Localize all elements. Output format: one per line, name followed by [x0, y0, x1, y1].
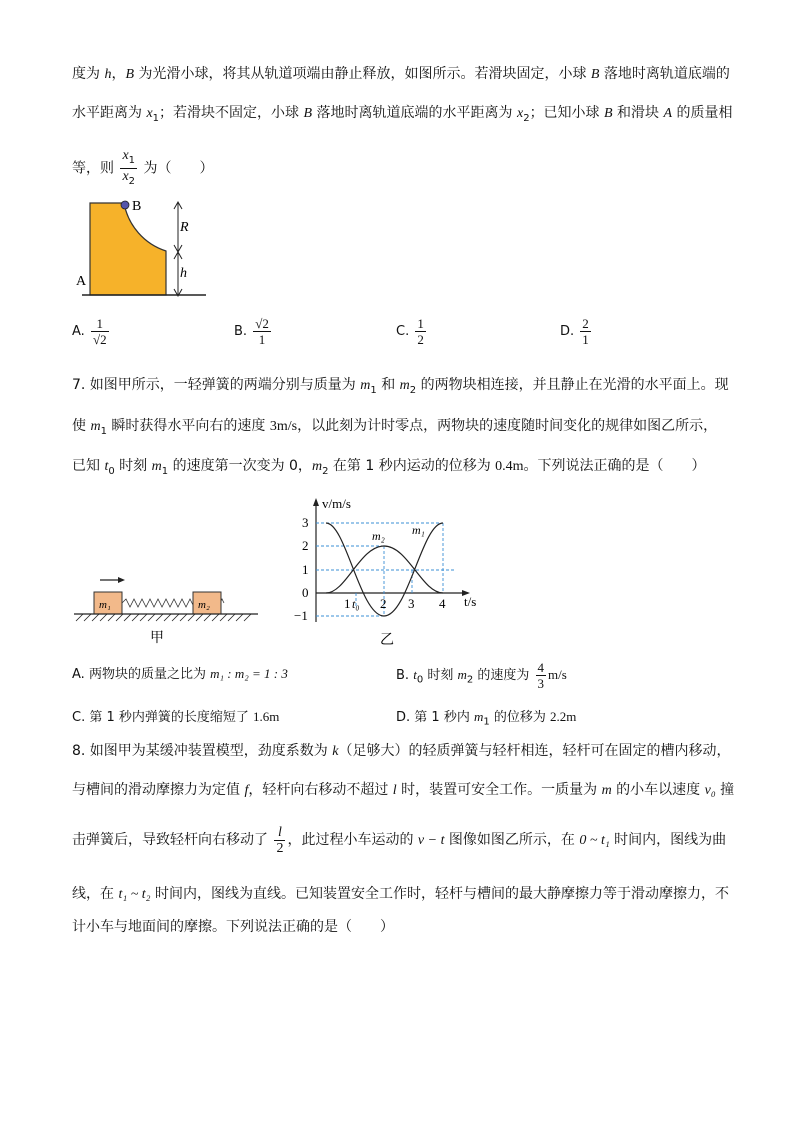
label-a: A	[76, 274, 87, 289]
ytick-3: 3	[302, 515, 309, 530]
ytick-0: 0	[302, 585, 309, 600]
q6-line-3: 等，则 $\frac{x_1}{x_2}$ 为（ ）	[72, 148, 214, 187]
q7-figure-yi	[290, 492, 490, 652]
curve-label-m1: m₁	[412, 523, 425, 537]
q8-line-1: 8. 如图甲为某缓冲装置模型，劲度系数为 k（足够大）的轻质弹簧与轻杆相连，轻杆可在固定的槽内移动，	[72, 743, 731, 759]
caption-yi: 乙	[380, 633, 394, 648]
q7-line-2: 使 $m_1$ 瞬时获得水平向右的速度 3m/s，以此刻为计时零点，两物块的速度随时间变化的规律如图乙所示，	[72, 418, 718, 437]
q8-line-2: 与槽间的滑动摩擦力为定值 f，轻杆向右移动不超过 l 时，装置可安全工作。一质量为 m 的小车以速度 v₀ 撞	[72, 782, 735, 798]
q6-option-b[interactable]: B. $\frac{√2}{1}$	[234, 316, 269, 347]
q6-option-a[interactable]: A. $\frac{1}{√2}$	[72, 316, 107, 347]
q8-line-3: 击弹簧后，导致轻杆向右移动了 $\frac{l}{2}$ ，此过程小车运动的 v − t 图像如图乙所示，在 0 ~ t₁ 时间内，图线为曲	[72, 824, 727, 856]
q6-figure-slide-block	[72, 195, 212, 303]
xtick-2: 2	[380, 596, 387, 611]
ytick-2: 2	[302, 538, 309, 553]
label-b: B	[132, 199, 142, 214]
q7-line-1: 7. 如图甲所示，一轻弹簧的两端分别与质量为 $m_1$ 和 $m_2$ 的两物块相连接，并且静止在光滑的水平面上。现	[72, 377, 729, 396]
ytick-neg1: −1	[294, 608, 308, 623]
xtick-3: 3	[408, 596, 415, 611]
curve-label-m2: m₂	[372, 529, 385, 543]
caption-jia: 甲	[150, 631, 164, 646]
label-h: h	[180, 266, 187, 281]
t0-label: t₀	[352, 597, 360, 611]
label-m2: m₂	[198, 599, 210, 611]
y-axis-label: v/m/s	[322, 496, 351, 511]
floor-hatch	[76, 614, 251, 621]
ytick-1: 1	[302, 562, 309, 577]
q7-option-d[interactable]: D. 第 1 秒内 $m_1$ 的位移为 2.2m	[396, 709, 577, 728]
q6-option-d[interactable]: D. $\frac{2}{1}$	[560, 316, 589, 347]
x1-over-x2-fraction: $\frac{x_1}{x_2}$	[122, 148, 136, 187]
q7-line-3: 已知 $t_0$ 时刻 $m_1$ 的速度第一次变为 0，$m_2$ 在第 1 秒内运动的位移为 0.4m。下列说法正确的是（ ）	[72, 458, 706, 477]
label-r: R	[180, 220, 189, 235]
q7-option-a[interactable]: A. 两物块的质量之比为 m₁ : m₂ = 1 : 3	[72, 666, 288, 682]
ball-b	[121, 201, 129, 209]
q7-option-b[interactable]: B. $t_0$ 时刻 $m_2$ 的速度为 $\frac{4}{3}$ m/s	[396, 660, 567, 691]
l-over-2-fraction: $\frac{l}{2}$	[276, 824, 284, 856]
q8-line-4: 线，在 t₁ ~ t₂ 时间内，图线为直线。已知装置安全工作时，轻杆与槽间的最大静摩擦力等于滑动摩擦力，不	[72, 886, 729, 902]
q6-line-1: 度为 h，B 为光滑小球，将其从轨道项端由静止释放，如图所示。若滑块固定，小球 B 落地时离轨道底端的	[72, 66, 730, 82]
slide-block	[90, 203, 166, 295]
curve-m2	[326, 546, 443, 593]
x-axis-label: t/s	[464, 594, 477, 609]
q7-option-c[interactable]: C. 第 1 秒内弹簧的长度缩短了 1.6m	[72, 709, 280, 725]
q7-figure-jia	[72, 570, 262, 650]
xtick-4: 4	[439, 596, 446, 611]
q6-line-2: 水平距离为 $x_1$；若滑块不固定，小球 B 落地时离轨道底端的水平距离为 $x_2$；已知小球 B 和滑块 A 的质量相	[72, 105, 733, 124]
q8-line-5: 计小车与地面间的摩擦。下列说法正确的是（ ）	[72, 919, 394, 935]
xtick-1: 1	[344, 596, 351, 611]
label-m1: m₁	[99, 599, 111, 611]
q6-option-c[interactable]: C. $\frac{1}{2}$	[396, 316, 424, 347]
